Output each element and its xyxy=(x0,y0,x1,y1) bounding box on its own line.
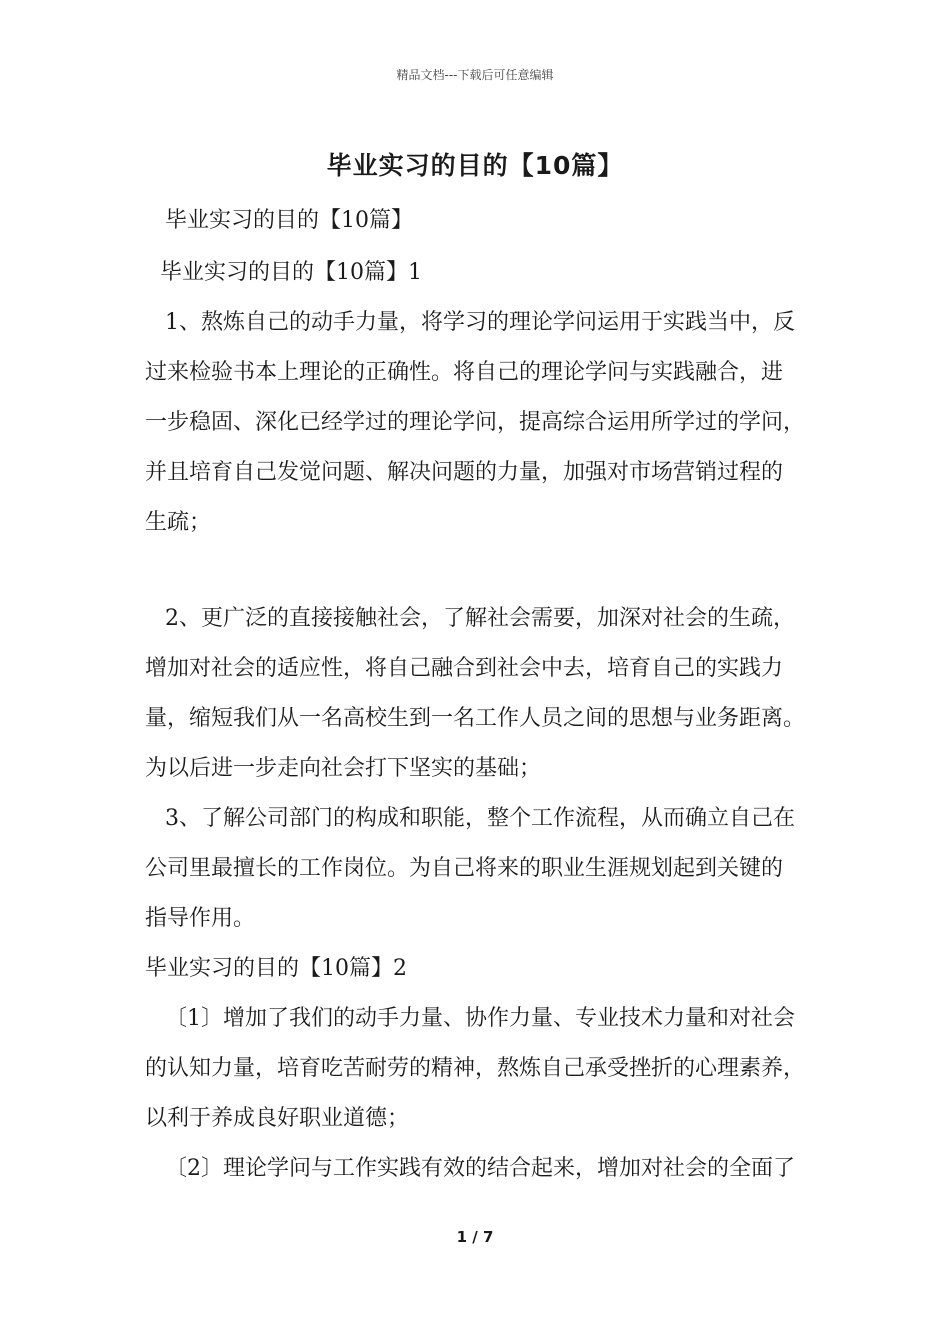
page-header: 精品文档---下载后可任意编辑 xyxy=(396,68,554,82)
paragraph-line: 〔2〕理论学问与工作实践有效的结合起来，增加对社会的全面了 xyxy=(165,1156,795,1181)
paragraph-line: 增加对社会的适应性，将自己融合到社会中去，培育自己的实践力 xyxy=(145,656,784,681)
paragraph-line: 量，缩短我们从一名高校生到一名工作人员之间的思想与业务距离。 xyxy=(145,706,806,731)
section-heading: 毕业实习的目的【10篇】1 xyxy=(160,260,422,285)
paragraph-line: 以利于养成良好职业道德； xyxy=(145,1106,410,1131)
paragraph-line: 并且培育自己发觉问题、解决问题的力量，加强对市场营销过程的 xyxy=(145,460,784,485)
paragraph-line: 一步稳固、深化已经学过的理论学问，提高综合运用所学过的学问， xyxy=(145,410,806,435)
paragraph-line: 的认知力量，培育吃苦耐劳的精神，熬炼自己承受挫折的心理素养， xyxy=(145,1056,806,1081)
paragraph-line: 为以后进一步走向社会打下坚实的基础； xyxy=(145,756,542,781)
paragraph-line: 生疏； xyxy=(145,510,212,535)
document-title: 毕业实习的目的【10篇】 xyxy=(326,151,624,180)
paragraph-line: 〔1〕增加了我们的动手力量、协作力量、专业技术力量和对社会 xyxy=(165,1006,795,1031)
paragraph-line: 过来检验书本上理论的正确性。将自己的理论学问与实践融合，进 xyxy=(145,360,784,385)
paragraph-line: 3、了解公司部门的构成和职能，整个工作流程，从而确立自己在 xyxy=(165,806,795,831)
paragraph-line: 公司里最擅长的工作岗位。为自己将来的职业生涯规划起到关键的 xyxy=(145,856,784,881)
section-heading: 毕业实习的目的【10篇】2 xyxy=(145,956,407,981)
page-number: 1 / 7 xyxy=(456,1228,494,1246)
paragraph-line: 2、更广泛的直接接触社会，了解社会需要，加深对社会的生疏， xyxy=(165,606,795,631)
subtitle-line: 毕业实习的目的【10篇】 xyxy=(165,208,413,233)
paragraph-line: 1、熬炼自己的动手力量，将学习的理论学问运用于实践当中，反 xyxy=(165,310,795,335)
paragraph-line: 指导作用。 xyxy=(145,906,256,931)
